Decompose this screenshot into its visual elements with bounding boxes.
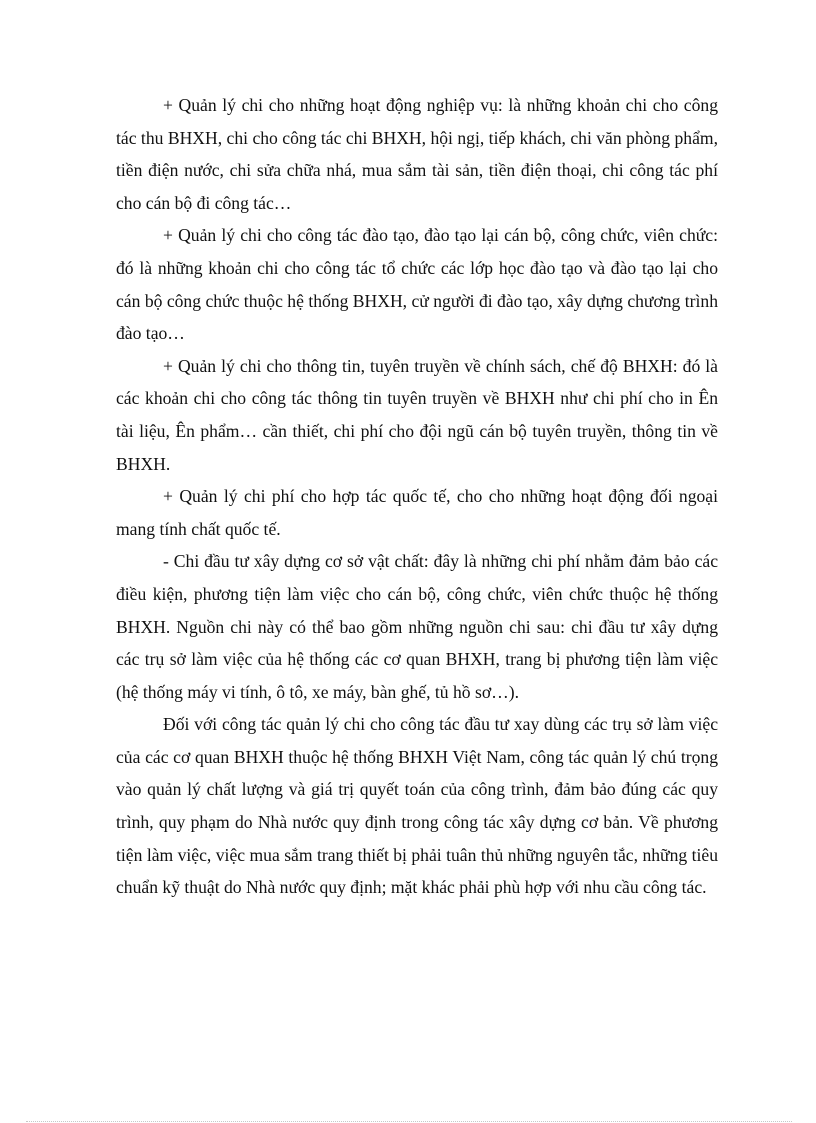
paragraph-communication-spending: + Quản lý chi cho thông tin, tuyên truyền về chính sách, chế độ BHXH: đó là các khoản chi cho công tác thông tin tuyên truyền về BHXH như chi phí cho in Ên tài liệu, Ên phẩm… cần thiết, chi phí cho đội ngũ cán bộ tuyên truyền, thông tin về BHXH. <box>116 355 718 474</box>
page-bottom-divider <box>26 1121 792 1122</box>
paragraph-infrastructure-investment: - Chi đầu tư xây dựng cơ sở vật chất: đây là những chi phí nhằm đảm bảo các điều kiện, phương tiện làm việc cho cán bộ, công chức, viên chức thuộc hệ thống BHXH. Nguồn chi này có thể bao gồm những nguồn chi sau: chi đầu tư xây dựng các trụ sở làm việc của hệ thống các cơ quan BHXH, trang bị phương tiện làm việc (hệ thống máy vi tính, ô tô, xe máy, bàn ghế, tủ hồ sơ…). <box>116 551 718 702</box>
paragraph-training-spending: + Quản lý chi cho công tác đào tạo, đào tạo lại cán bộ, công chức, viên chức: đó là những khoản chi cho công tác tổ chức các lớp học đào tạo và đào tạo lại cho cán bộ công chức thuộc hệ thống BHXH, cử người đi đào tạo, xây dựng chương trình đào tạo… <box>116 225 718 344</box>
paragraph-construction-management: Đối với công tác quản lý chi cho công tác đầu tư xay dùng các trụ sở làm việc của các cơ quan BHXH thuộc hệ thống BHXH Việt Nam, công tác quản lý chú trọng vào quản lý chất lượng và giá trị quyết toán của công trình, đảm bảo đúng các quy trình, quy phạm do Nhà nước quy định trong công tác xây dựng cơ bản. Về phương tiện làm việc, việc mua sắm trang thiết bị phải tuân thủ những nguyên tắc, những tiêu chuẩn kỹ thuật do Nhà nước quy định; mặt khác phải phù hợp với nhu cầu công tác. <box>116 714 718 898</box>
paragraph-operations-spending: + Quản lý chi cho những hoạt động nghiệp vụ: là những khoản chi cho công tác thu BHXH, chi cho công tác chi BHXH, hội ngị, tiếp khách, chi văn phòng phẩm, tiền điện nước, chi sửa chữa nhá, mua sắm tài sản, tiền điện thoại, chi công tác phí cho cán bộ đi công tác… <box>116 95 718 213</box>
document-body <box>116 89 718 904</box>
paragraph-international-cooperation: + Quản lý chi phí cho hợp tác quốc tế, cho cho những hoạt động đối ngoại mang tính chất quốc tế. <box>116 486 718 539</box>
